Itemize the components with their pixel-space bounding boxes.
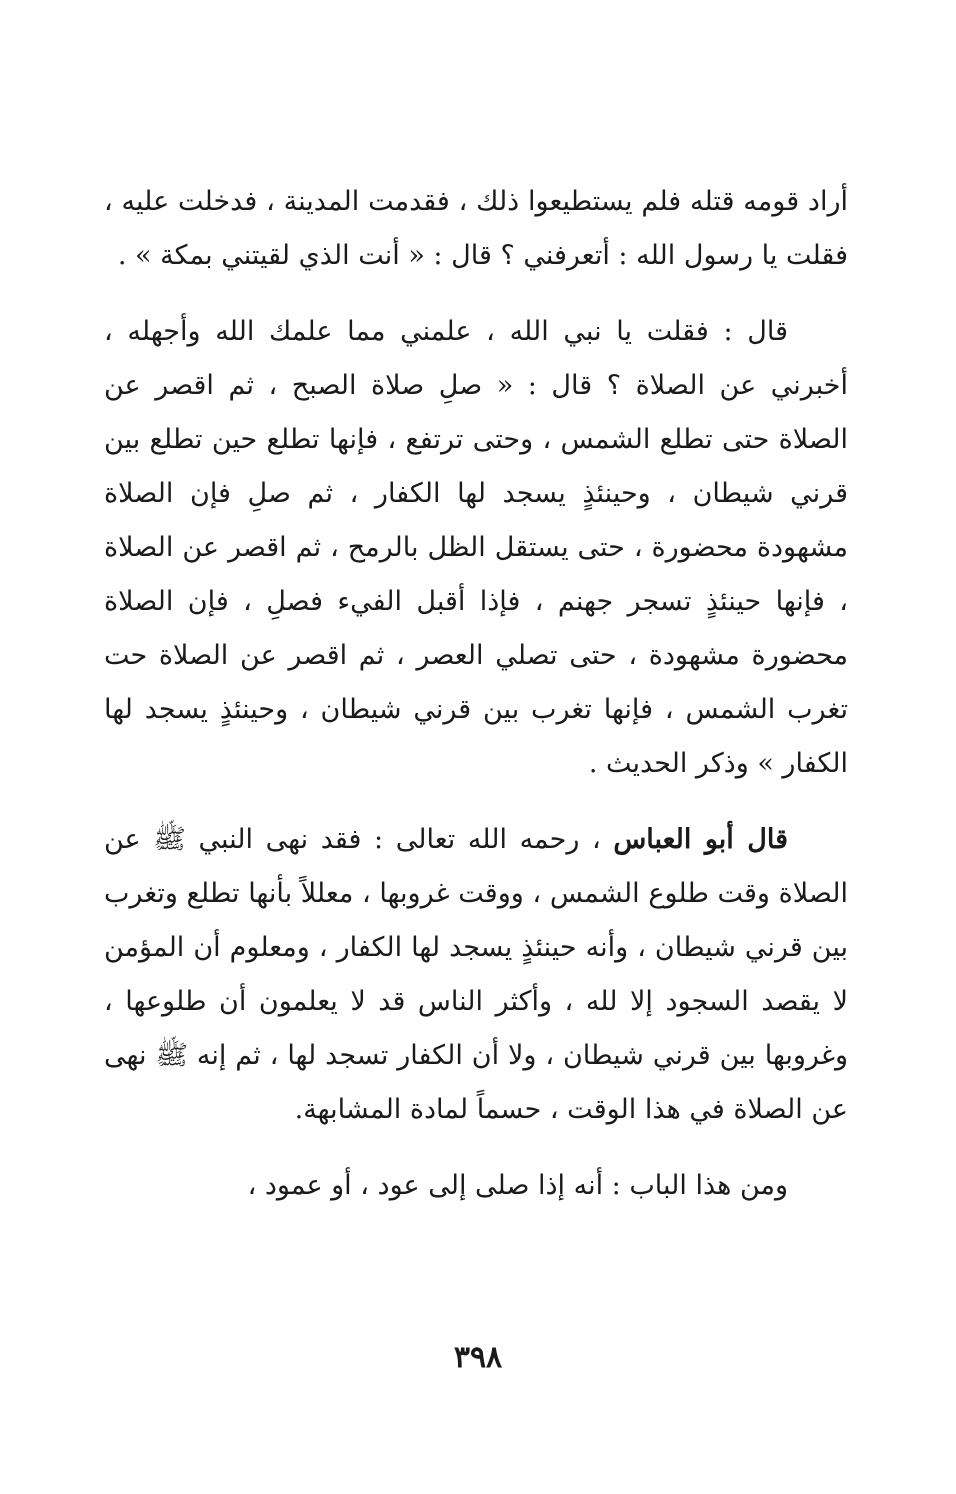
page-body <box>104 175 848 1213</box>
paragraph-4: ومن هذا الباب : أنه إذا صلى إلى عود ، أو عمود ، <box>247 1170 788 1201</box>
page-number: ٣٩٨ <box>453 1340 503 1375</box>
paragraph-3-lead: قال أبو العباس <box>613 824 788 855</box>
paragraph-3-text: ، رحمه الله تعالى : فقد نهى النبي ﷺ عن الصلاة وقت طلوع الشمس ، ووقت غروبها ، معللاً بأنها تطلع وتغرب بين قرني شيطان ، وأنه حينئذٍ يسجد لها الكفار ، ومعلوم أن المؤمن لا يقصد السجود إلا لله ، وأكثر الناس قد لا يعلمون أن طلوعها ، وغروبها بين قرني شيطان ، ولا أن الكفار تسجد لها ، ثم إنه ﷺ نهى عن الصلاة في هذا الوقت ، حسماً لمادة المشابهة. <box>104 824 848 1125</box>
paragraph-3 <box>104 813 848 1137</box>
paragraph-1: أراد قومه قتله فلم يستطيعوا ذلك ، فقدمت المدينة ، فدخلت عليه ، فقلت يا رسول الله : أتعرفني ؟ قال : « أنت الذي لقيتني بمكة » . <box>104 186 848 271</box>
paragraph-2: قال : فقلت يا نبي الله ، علمني مما علمك الله وأجهله ، أخبرني عن الصلاة ؟ قال : « صلِ صلاة الصبح ، ثم اقصر عن الصلاة حتى تطلع الشمس ، وحتى ترتفع ، فإنها تطلع حين تطلع بين قرني شيطان ، وحينئذٍ يسجد لها الكفار ، ثم صلِ فإن الصلاة مشهودة محضورة ، حتى يستقل الظل بالرمح ، ثم اقصر عن الصلاة ، فإنها حينئذٍ تسجر جهنم ، فإذا أقبل الفيء فصلِ ، فإن الصلاة محضورة مشهودة ، حتى تصلي العصر ، ثم اقصر عن الصلاة حت تغرب الشمس ، فإنها تغرب بين قرني شيطان ، وحينئذٍ يسجد لها الكفار » وذكر الحديث . <box>104 316 848 779</box>
